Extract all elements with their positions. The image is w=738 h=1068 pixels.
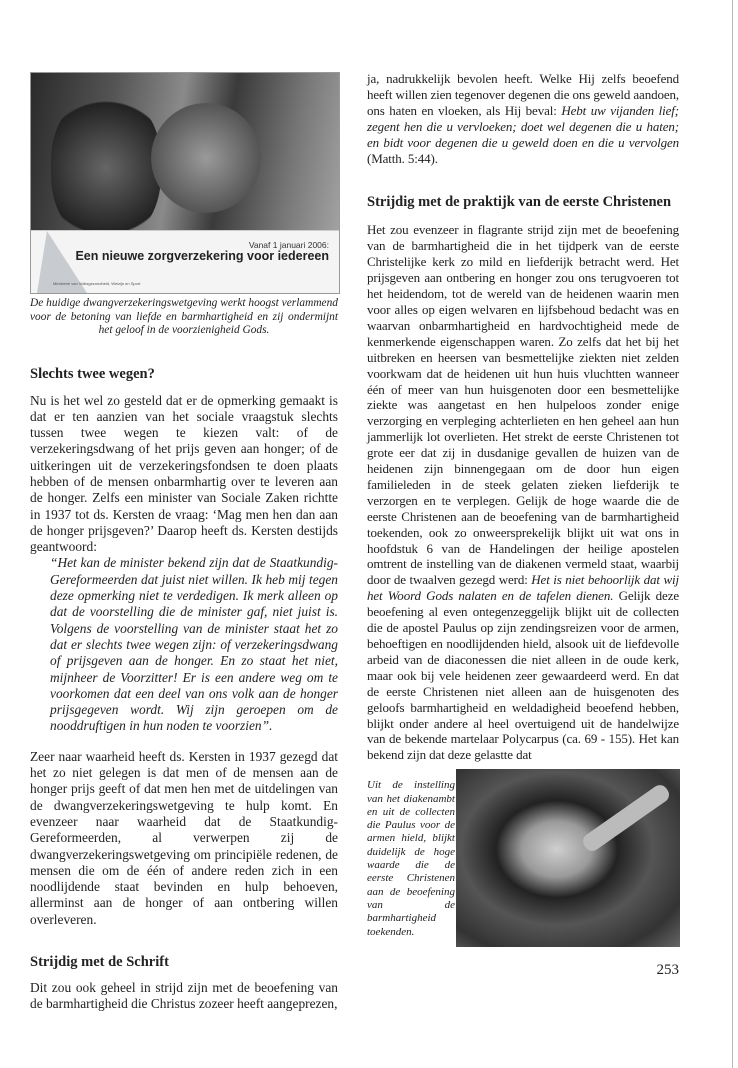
left-column: [30, 72, 338, 1013]
block-quote: “Het kan de minister bekend zijn dat de Staatkundig-Gereformeerden dat juist niet willen. Ik heb mij tegen deze opmerking niet te verdedigen. Ik merk alleen op dat de voorstelling die de minister gaf, niet juist is. Volgens de voorstelling van de minister staat het zo dat er slechts twee wegen zijn: of verzekeringsdwang of prijsgeven aan de honger. En zo staat het niet, mijnheer de Voorzitter! Er is een andere weg om te voorkomen dat een deel van ons volk aan de honger prijsgegeven wordt. Wij zijn geroepen om de nooddruftigen in hun noden te voorzien”.: [50, 555, 338, 734]
paragraph: Zeer naar waarheid heeft ds. Kersten in 1937 gezegd dat het zo niet gelegen is dat men of de mensen aan de honger prijs geeft of dat men hen met de uitdelingen van de dwangverzekeringswetgeving te hulp komt. En evenzeer naar waarheid dat de Staatkundig-Gereformeerden, al verwerpen zij de dwangverzekeringswetgeving om principiële redenen, de mensen die om de één of andere reden zich in een noodlijdende staat bevinden en hulp behoeven, allerminst aan de honger of aan ontbering willen overleveren.: [30, 748, 338, 927]
figure-collection-bowl: [367, 769, 679, 947]
text: ja, nadrukkelijk bevolen heeft. Welke Hij zelfs beoefend heeft willen zien tegenover degenen die ons geweld aandoen, ons haten en vloeken, als Hij beval:: [367, 71, 679, 118]
right-column: [367, 71, 679, 979]
section-heading: Strijdig met de praktijk van de eerste Christenen: [367, 194, 672, 211]
bible-quote: Hebt uw vijanden lief; zegent hen die u vervloeken; doet wel degenen die u haten; en bidt voor degenen die u geweld doen en die u vervolgen: [367, 102, 679, 150]
paragraph: Nu is het wel zo gesteld dat er de opmerking gemaakt is dat er ten aanzien van het sociale vraagstuk slechts tussen twee wegen te kiezen valt: of de verzekeringsdwang of het prijs geven aan honger; of de uitkeringen uit de verzekeringsfondsen te doen plaats hebben of de mensen onbarmhartig over te leveren aan de honger. Zelfs een minister van Sociale Zaken richtte in 1937 tot ds. Kersten de vraag: ‘Mag men hen dan aan de honger prijsgeven?’ Daarop heeft ds. Kersten destijds geantwoord:: [30, 392, 338, 555]
photo-banner: [31, 230, 339, 293]
text: Gelijk deze beoefening al even ontegenzeggelijk blijkt uit de collecten die de apostel Paulus op zijn zendingsreizen voor de armen, behoeftigen en noodlijdenden hield, alsook uit de liefdevolle arbeid van de diaconessen die niet alleen in de oude kerk, maar ook bij vele heidenen zeer gewaardeerd werd. En dat de eerste Christenen niet alleen aan de huisgenoten des geloofs barmhartigheid en weldadigheid beoefend hebben, blijkt onder andere al heel overtuigend uit de handelwijze van de bekende martelaar Polycarpus (ca. 69 - 155). Het kan bekend zijn dat deze gelastte dat: [367, 588, 679, 763]
photo-caption: De huidige dwangverzekeringswetgeving werkt hoogst verlammend voor de betoning van liefde en barmhartigheid en zij ondermijnt het geloof in de voorzienigheid Gods.: [30, 297, 338, 336]
photo-bowl: [456, 769, 680, 947]
bible-reference: (Matth. 5:44).: [367, 150, 438, 166]
section-heading: Strijdig met de Schrift: [30, 954, 169, 970]
photo-mother-child: [30, 72, 340, 294]
banner-ministry: Ministerie van Volksgezondheid, Welzijn en Sport: [53, 281, 141, 286]
section-heading: Slechts twee wegen?: [30, 365, 155, 382]
bible-quote: Het is niet behoorlijk dat wij het Woord Gods nalaten en de tafelen dienen.: [367, 572, 679, 604]
paragraph: [367, 222, 679, 763]
paragraph: Dit zou ook geheel in strijd zijn met de beoefening van de barmhartigheid die Christus zozeer heeft aangeprezen,: [30, 980, 338, 1012]
figure-caption: Uit de instelling van het diakenambt en uit de collecten die Paulus voor de armen hield, blijkt duidelijk de hoge waarde die de eerste Christenen aan de beoefening van de barmhartigheid toekenden.: [367, 779, 455, 938]
banner-title: Een nieuwe zorgverzekering voor iedereen: [75, 249, 329, 263]
text: Het zou evenzeer in flagrante strijd zijn met de beoefening van de barmhartigheid die in het tijdperk van de eerste Christelijke kerk zo mild en liefderijk betracht werd. Het prijsgeven aan ontbering en honger zou ons terugvoeren tot het heidendom, tot de wereld van de heidenen waarin men voor alles op eigen welvaren en lijfsbehoud bedacht was en waarvan onbarmhartigheid en hardvochtigheid mede de kenmerkende eigenschappen waren. Zo zelfs dat het bij het uitbreken en heersen van besmettelijke ziekten niet zelden voorkwam dat de heidenen uit hun huis vluchtten wanneer één of meer van hun huisgenoten door een besmettelijke ziekte was aangetast en hen hulpeloos zonder enige verzorging en verpleging achterlieten en hen geheel aan hun jammerlijk lot overlieten. Het strekt de eerste Christenen tot grote eer dat zij in dusdanige gevallen de huizen van de heidenen zijn binnengegaan om de door hun eigen familieleden in de steek gelaten zieken liefderijk te verzorgen en te verplegen. Gelijk de hoge waarde die de eerste Christenen aan de beoefening van de barmhartigheid toekenden, ook zo onweersprekelijk blijkt uit wat ons in hoofdstuk 6 van de Handelingen der heilige apostelen omtrent de instelling van de diakenen vermeld staat, waarbij door de twaalven gezegd werd:: [367, 222, 679, 588]
page-edge-line: [732, 0, 733, 1068]
page-number: 253: [656, 962, 679, 979]
paragraph: [367, 71, 679, 166]
banner-date: Vanaf 1 januari 2006:: [248, 240, 329, 250]
